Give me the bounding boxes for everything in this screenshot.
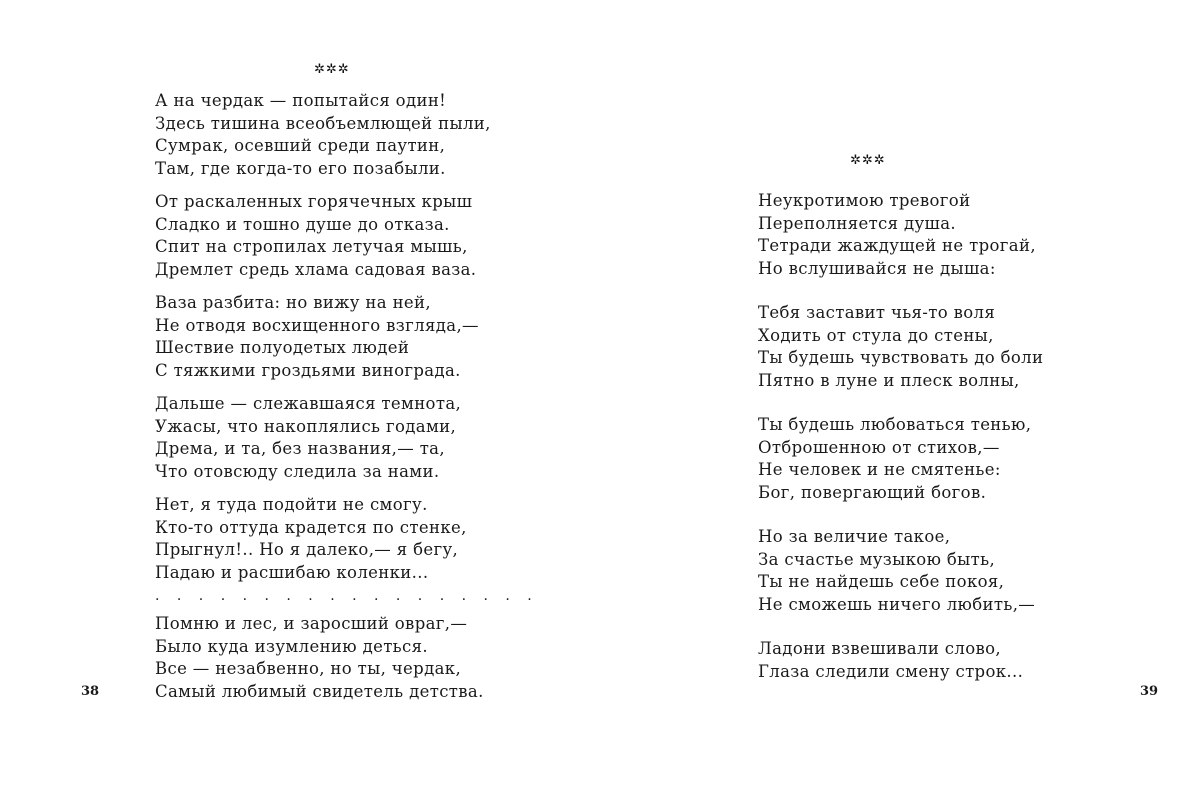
poem-line: Тетради жаждущей не трогай, xyxy=(758,236,1036,255)
page-number: 39 xyxy=(1140,684,1159,699)
poem-line: Помню и лес, и заросший овраг,— xyxy=(155,614,468,633)
stanza xyxy=(758,302,1043,392)
poem-line: Не сможешь ничего любить,— xyxy=(758,594,1036,614)
stanza xyxy=(155,494,538,584)
poem-line: Ужасы, что накоплялись годами, xyxy=(155,416,457,436)
poem-line: Но за величие такое, xyxy=(758,527,951,546)
stanza xyxy=(155,613,538,703)
right-poem xyxy=(758,190,1043,705)
poem-line: Падаю и расшибаю коленки... xyxy=(155,562,429,582)
poem-line: Отброшенною от стихов,— xyxy=(758,437,1000,457)
asterism-ornament: ✲✲✲ xyxy=(850,153,886,168)
poem-line: Не отводя восхищенного взгляда,— xyxy=(155,315,479,335)
stanza xyxy=(155,90,538,180)
poem-line: Ты будешь любоваться тенью, xyxy=(758,415,1032,434)
left-page xyxy=(0,0,598,800)
poem-line: Кто-то оттуда крадется по стенке, xyxy=(155,517,467,537)
stanza xyxy=(155,393,538,483)
poem-line: Ваза разбита: но вижу на ней, xyxy=(155,293,431,312)
poem-line: Шествие полуодетых людей xyxy=(155,338,410,357)
poem-line: От раскаленных горячечных крыш xyxy=(155,192,473,211)
poem-line: Сумрак, осевший среди паутин, xyxy=(155,136,446,155)
poem-line: Переполняется душа. xyxy=(758,213,957,233)
poem-line: Там, где когда-то его позабыли. xyxy=(155,158,446,178)
stanza xyxy=(155,191,538,281)
poem-line: Здесь тишина всеобъемлющей пыли, xyxy=(155,113,491,133)
stanza xyxy=(758,414,1043,504)
ellipsis-divider: . . . . . . . . . . . . . . . . . . xyxy=(155,588,539,604)
poem-line: Все — незабвенно, но ты, чердак, xyxy=(155,659,462,678)
poem-line: Дальше — слежавшаяся темнота, xyxy=(155,394,462,413)
stanza xyxy=(155,292,538,382)
poem-line: Дремлет средь хлама садовая ваза. xyxy=(155,259,477,279)
poem-line: Глаза следили смену строк... xyxy=(758,661,1024,681)
poem-line: Но вслушивайся не дыша: xyxy=(758,258,996,278)
poem-line: Нет, я туда подойти не смогу. xyxy=(155,495,428,514)
poem-line: А на чердак — попытайся один! xyxy=(155,91,447,110)
poem-line: Прыгнул!.. Но я далеко,— я бегу, xyxy=(155,540,459,559)
stanza xyxy=(758,638,1043,683)
poem-line: Ладони взвешивали слово, xyxy=(758,639,1001,658)
poem-line: Ходить от стула до стены, xyxy=(758,325,994,345)
poem-line: Что отовсюду следила за нами. xyxy=(155,461,440,481)
poem-line: Бог, повергающий богов. xyxy=(758,482,987,502)
right-page xyxy=(598,0,1197,800)
poem-line: Спит на стропилах летучая мышь, xyxy=(155,237,468,256)
poem-line: Самый любимый свидетель детства. xyxy=(155,681,484,701)
poem-line: Не человек и не смятенье: xyxy=(758,460,1001,479)
poem-line: За счастье музыкою быть, xyxy=(758,549,996,569)
poem-line: Ты будешь чувствовать до боли xyxy=(758,348,1044,367)
poem-line: Было куда изумлению деться. xyxy=(155,636,428,656)
poem-line: Неукротимою тревогой xyxy=(758,191,971,210)
poem-line: С тяжкими гроздьями винограда. xyxy=(155,360,461,380)
poem-line: Сладко и тошно душе до отказа. xyxy=(155,214,450,234)
stanza xyxy=(758,526,1043,616)
poem-line: Тебя заставит чья-то воля xyxy=(758,303,996,322)
page-number: 38 xyxy=(81,684,100,699)
poem-line: Дрема, и та, без названия,— та, xyxy=(155,439,445,458)
poem-line: Пятно в луне и плеск волны, xyxy=(758,370,1020,390)
poem-line: Ты не найдешь себе покоя, xyxy=(758,572,1005,591)
stanza xyxy=(758,190,1043,280)
asterism-ornament: ✲✲✲ xyxy=(314,62,350,77)
left-poem xyxy=(155,90,538,714)
